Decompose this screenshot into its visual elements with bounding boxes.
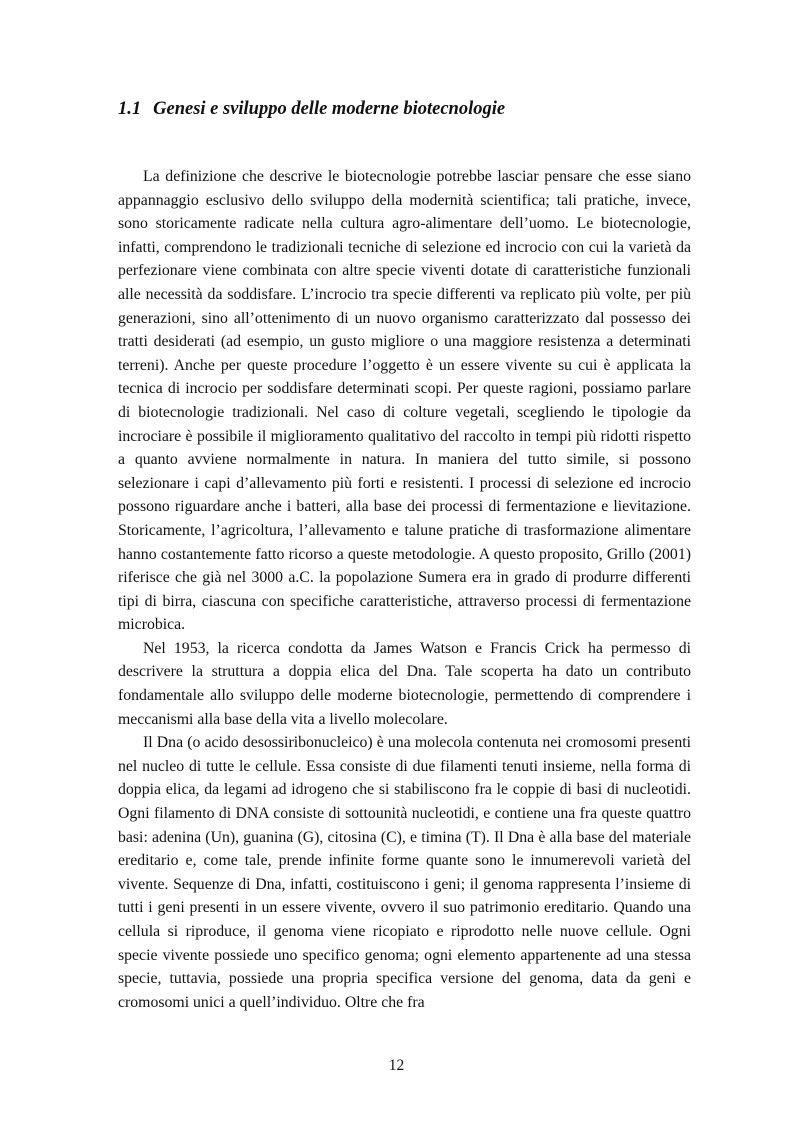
page-number: 12 (388, 1057, 405, 1074)
body-text (118, 165, 691, 1014)
paragraph-fermentation-history: La definizione che descrive le biotecnologie potrebbe lasciar pensare che esse siano appannaggio esclusivo dello sviluppo della modernità scientifica; tali pratiche, invece, sono storicamente radicate nella cultura agro-alimentare dell’uomo. Le biotecnologie, infatti, comprendono le tradizionali tecniche di selezione ed incrocio con cui la varietà da perfezionare viene combinata con altre specie viventi dotate di caratteristiche funzionali alle necessità da soddisfare. L’incrocio tra specie differenti va replicato più volte, per più generazioni, sino all’ottenimento di un nuovo organismo caratterizzato dal possesso dei tratti desiderati (ad esempio, un gusto migliore o una maggiore resistenza a determinati terreni). Anche per queste procedure l’oggetto è un essere vivente su cui è applicata la tecnica di incrocio per soddisfare determinati scopi. Per queste ragioni, possiamo parlare di biotecnologie tradizionali. Nel caso di colture vegetali, scegliendo le tipologie da incrociare è possibile il miglioramento qualitativo del raccolto in tempi più ridotti rispetto a quanto avviene normalmente in natura. In maniera del tutto simile, si possono selezionare i capi d’allevamento più forti e resistenti. I processi di selezione ed incrocio possono riguardare anche i batteri, alla base dei processi di fermentazione e lievitazione. Storicamente, l’agricoltura, l’allevamento e talune pratiche di trasformazione alimentare hanno costantemente fatto ricorso a queste metodologie. A questo proposito, Grillo (2001) riferisce che già nel 3000 a.C. la popolazione Sumera era in grado di produrre differenti tipi di birra, ciascuna con specifiche caratteristiche, attraverso processi di fermentazione microbica. (118, 168, 691, 634)
paragraph-dna-definition: Il Dna (o acido desossiribonucleico) è una molecola contenuta nei cromosomi presenti nel nucleo di tutte le cellule. Essa consiste di due filamenti tenuti insieme, nella forma di doppia elica, da legami ad idrogeno che si stabiliscono fra le coppie di basi di nucleotidi. Ogni filamento di DNA consiste di sottounità nucleotidi, e contiene una fra queste quattro basi: adenina (Un), guanina (G), citosina (C), e timina (T). Il Dna è alla base del materiale ereditario e, come tale, prende infinite forme quante sono le innumerevoli varietà del vivente. Sequenze di Dna, infatti, costituiscono i geni; il genoma rappresenta l’insieme di tutti i geni presenti in un essere vivente, ovvero il suo patrimonio ereditario. Quando una cellula si riproduce, il genoma viene ricopiato e riprodotto nelle nuove cellule. Ogni specie vivente possiede uno specifico genoma; ogni elemento appartenente ad una stessa specie, tuttavia, possiede una propria specifica versione del genoma, data da geni e cromosomi unici a quell’individuo. Oltre che fra (118, 734, 691, 1011)
section-number: 1.1 (118, 99, 142, 119)
paragraph-dna-discovery: Nel 1953, la ricerca condotta da James Watson e Francis Crick ha permesso di descrivere la struttura a doppia elica del Dna. Tale scoperta ha dato un contributo fondamentale allo sviluppo delle moderne biotecnologie, permettendo di comprendere i meccanismi alla base della vita a livello molecolare. (118, 639, 691, 728)
section-title: Genesi e sviluppo delle moderne biotecnologie (153, 99, 506, 119)
section-heading (118, 96, 718, 122)
